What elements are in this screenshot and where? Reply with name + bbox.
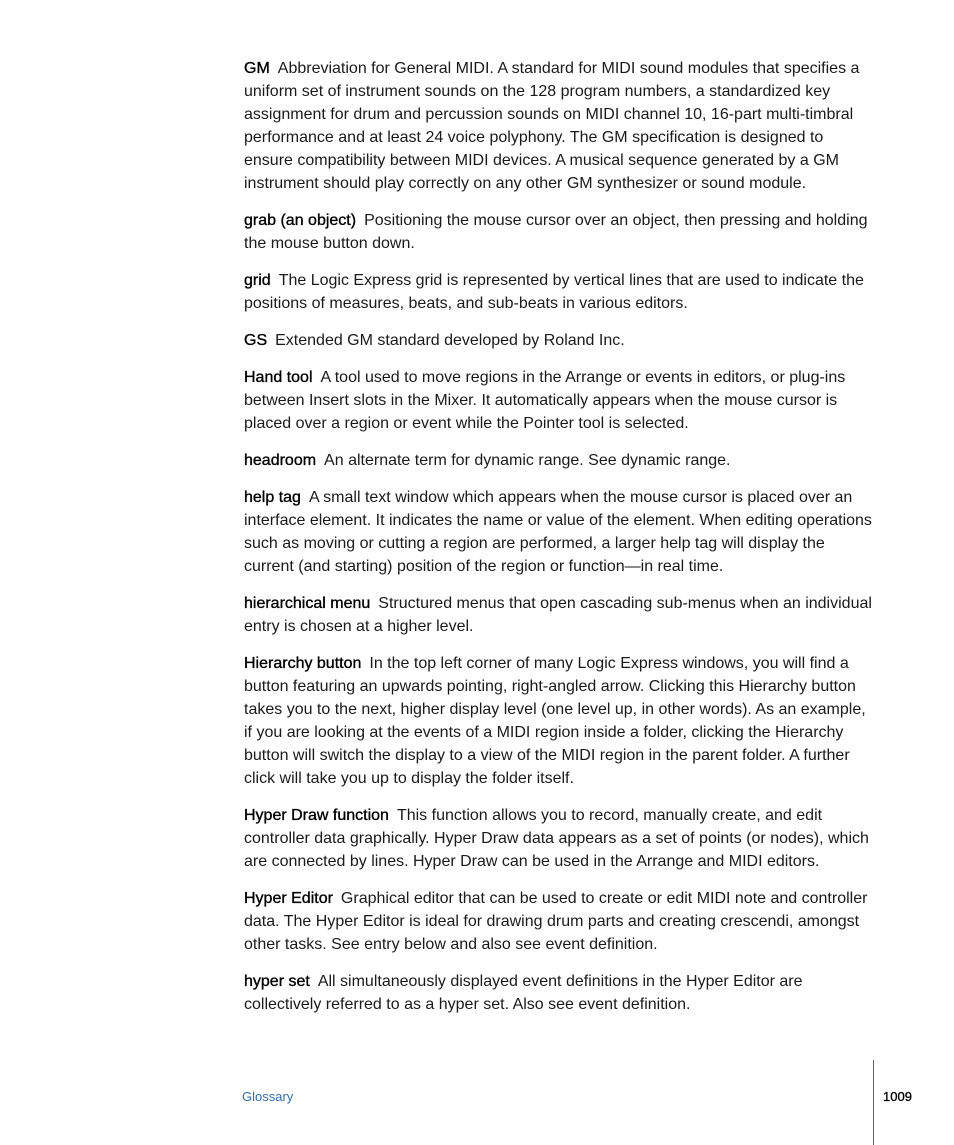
glossary-entry-hierarchical-menu xyxy=(244,592,876,638)
entry-term: Hierarchy button xyxy=(244,655,362,672)
entry-term: hierarchical menu xyxy=(244,595,371,612)
entry-definition: Structured menus that open cascading sub-menus when an individual entry is chosen at a higher level. xyxy=(244,595,872,635)
footer-section-label: Glossary xyxy=(242,1089,294,1104)
glossary-entry-help-tag xyxy=(244,486,876,578)
glossary-entry-hyper-editor xyxy=(244,887,876,956)
glossary-entry-hand-tool xyxy=(244,366,876,435)
entry-definition: Extended GM standard developed by Roland Inc. xyxy=(275,332,625,349)
glossary-entry-grid xyxy=(244,269,876,315)
entry-definition: Abbreviation for General MIDI. A standard for MIDI sound modules that specifies a uniform set of instrument sounds on the 128 program numbers, a standardized key assignment for drum and percussion sounds on MIDI channel 10, 16-part multi-timbral performance and at least 24 voice polyphony. The GM specification is designed to ensure compatibility between MIDI devices. A musical sequence generated by a GM instrument should play correctly on any other GM synthesizer or sound module. xyxy=(244,60,860,192)
glossary-entry-gm xyxy=(244,57,876,195)
entry-term: help tag xyxy=(244,489,301,506)
glossary-entries xyxy=(244,57,876,1030)
entry-term: grab (an object) xyxy=(244,212,357,229)
entry-definition: This function allows you to record, manually create, and edit controller data graphically. Hyper Draw data appears as a set of points (or nodes), which are connected by lines. Hyper Draw can be used in the Arrange and MIDI editors. xyxy=(244,807,869,870)
footer-divider xyxy=(873,1060,874,1145)
entry-definition: In the top left corner of many Logic Express windows, you will find a button featuring an upwards pointing, right-angled arrow. Clicking this Hierarchy button takes you to the next, higher display level (one level up, in other words). As an example, if you are looking at the events of a MIDI region inside a folder, clicking the Hierarchy button will switch the display to a view of the MIDI region in the parent folder. A further click will take you up to display the folder itself. xyxy=(244,655,866,787)
entry-term: Hyper Draw function xyxy=(244,807,389,824)
glossary-entry-grab xyxy=(244,209,876,255)
entry-definition: The Logic Express grid is represented by vertical lines that are used to indicate the positions of measures, beats, and sub-beats in various editors. xyxy=(244,272,864,312)
entry-definition: Graphical editor that can be used to create or edit MIDI note and controller data. The Hyper Editor is ideal for drawing drum parts and creating crescendi, amongst other tasks. See entry below and also see event definition. xyxy=(244,890,868,953)
entry-definition: A small text window which appears when the mouse cursor is placed over an interface element. It indicates the name or value of the element. When editing operations such as moving or cutting a region are performed, a larger help tag will display the current (and starting) position of the region or function—in real time. xyxy=(244,489,872,575)
entry-term: hyper set xyxy=(244,973,310,990)
entry-definition: All simultaneously displayed event definitions in the Hyper Editor are collectively referred to as a hyper set. Also see event definition. xyxy=(244,973,803,1013)
glossary-entry-hierarchy-button xyxy=(244,652,876,790)
glossary-entry-hyper-set xyxy=(244,970,876,1016)
entry-definition: An alternate term for dynamic range. See dynamic range. xyxy=(324,452,731,469)
entry-term: Hand tool xyxy=(244,369,313,386)
entry-term: GS xyxy=(244,332,268,349)
entry-term: grid xyxy=(244,272,271,289)
entry-definition: Positioning the mouse cursor over an object, then pressing and holding the mouse button down. xyxy=(244,212,868,252)
page-number: 1009 xyxy=(883,1089,912,1104)
entry-term: headroom xyxy=(244,452,317,469)
entry-term: GM xyxy=(244,60,270,77)
entry-term: Hyper Editor xyxy=(244,890,333,907)
glossary-entry-headroom xyxy=(244,449,876,472)
entry-definition: A tool used to move regions in the Arrange or events in editors, or plug-ins between Insert slots in the Mixer. It automatically appears when the mouse cursor is placed over a region or event while the Pointer tool is selected. xyxy=(244,369,846,432)
glossary-entry-hyper-draw xyxy=(244,804,876,873)
glossary-entry-gs xyxy=(244,329,876,352)
